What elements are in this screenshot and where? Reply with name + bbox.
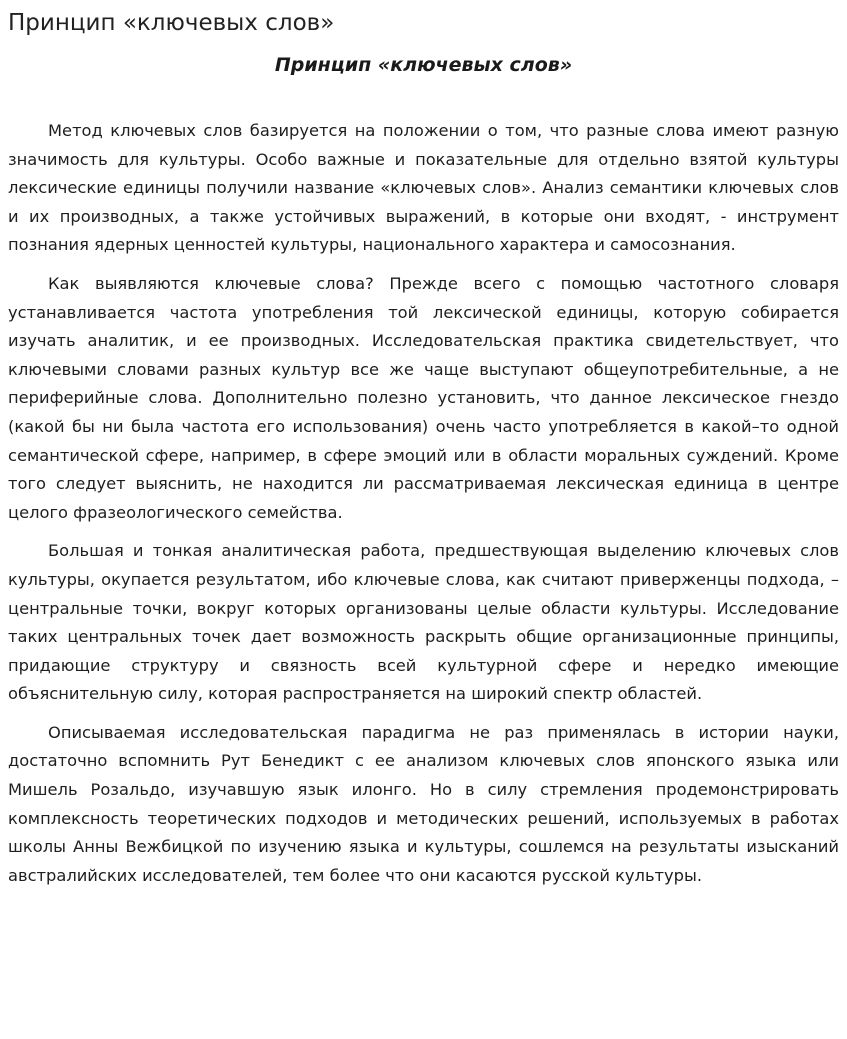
paragraph-4: Описываемая исследовательская парадигма не раз применялась в истории науки, достаточно вспомнить Рут Бенедикт с ее анализом ключевых слов японского языка или Мишель Розальдо, изучавшую язык илонго. Но в силу стремления продемонстрировать комплексность теоретических подходов и методических решений, используемых в работах школы Анны Вежбицкой по изучению языка и культуры, сошлемся на результаты изысканий австралийских исследователей, тем более что они касаются русской культуры. — [8, 722, 839, 885]
document-body — [8, 117, 839, 890]
paragraph-3: Большая и тонкая аналитическая работа, предшествующая выделению ключевых слов культуры, окупается результатом, ибо ключевые слова, как считают приверженцы подхода, – центральные точки, вокруг которых организованы целые области культуры. Исследование таких центральных точек дает возможность раскрыть общие организационные принципы, придающие структуру и связность всей культурной сфере и нередко имеющие объяснительную силу, которая распространяется на широкий спектр областей. — [8, 541, 839, 704]
page-title: Принцип «ключевых слов» — [8, 10, 335, 36]
document-heading: Принцип «ключевых слов» — [274, 54, 573, 76]
paragraph-2: Как выявляются ключевые слова? Прежде всего с помощью частотного словаря устанавливается частота употребления той лексической единицы, которую собирается изучать аналитик, и ее производных. Исследовательская практика свидетельствует, что ключевыми словами разных культур все же чаще выступают общеупотребительные, а не периферийные слова. Дополнительно полезно установить, что данное лексическое гнездо (какой бы ни была частота его использования) очень часто употребляется в какой–то одной семантической сфере, например, в сфере эмоций или в области моральных суждений. Кроме того следует выяснить, не находится ли рассматриваемая лексическая единица в центре целого фразеологического семейства. — [8, 273, 839, 522]
paragraph-1: Метод ключевых слов базируется на положении о том, что разные слова имеют разную значимость для культуры. Особо важные и показательные для отдельно взятой культуры лексические единицы получили название «ключевых слов». Анализ семантики ключевых слов и их производных, а также устойчивых выражений, в которые они входят, - инструмент познания ядерных ценностей культуры, национального характера и самосознания. — [8, 121, 839, 255]
